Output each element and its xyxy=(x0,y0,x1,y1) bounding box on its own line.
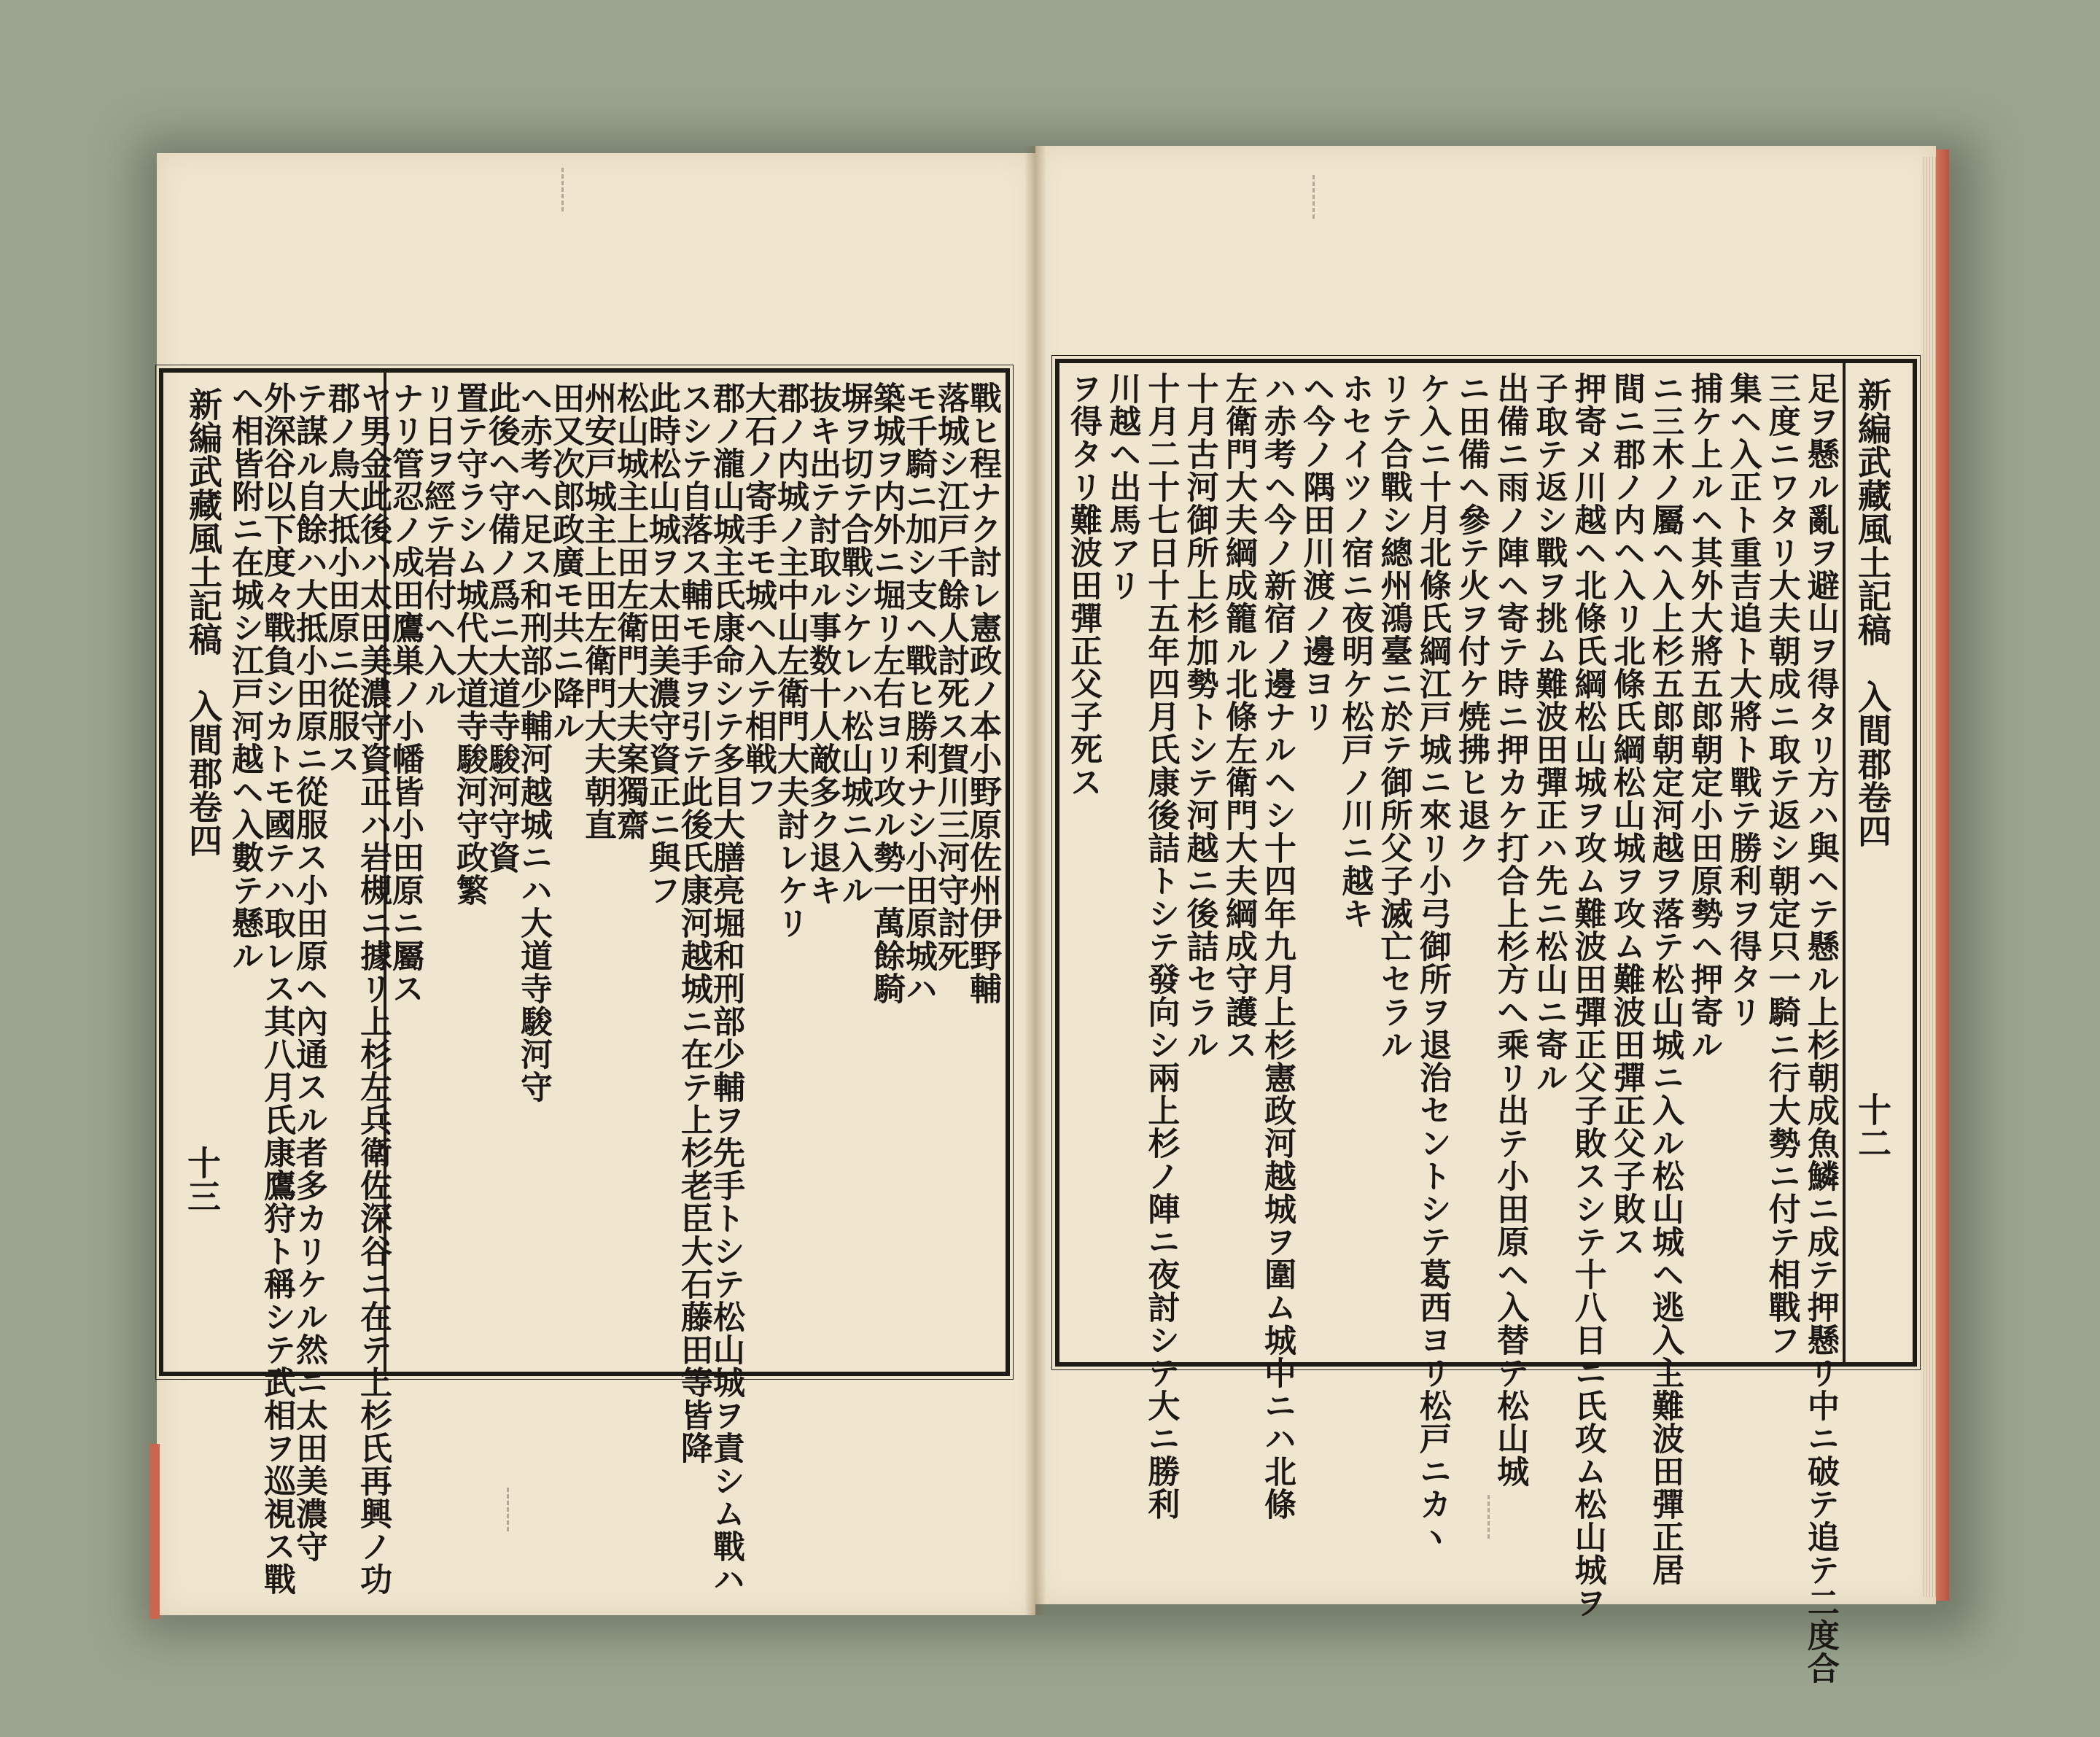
text-column: 捕ケ上ルヘ其外大將五郎朝定小田原勢ヘ押寄ル xyxy=(1685,372,1723,1061)
text-column: リテ合戰シ總州鴻臺ニ於テ御所父子滅亡セラル xyxy=(1374,372,1412,1061)
text-column: 抜キ出テ討取ル事数十人敵多ク退キ xyxy=(804,381,841,906)
stitch-mark xyxy=(507,1488,516,1531)
left-text-frame xyxy=(159,368,1010,1596)
text-column: 郡ノ瀧山城主氏康命シテ多目大膳亮堀和刑部少輔ヲ先手トシテ松山城ヲ責シム戰ハ xyxy=(707,381,744,1596)
text-column: ヘ今ノ隅田川渡ノ邊ヨリ xyxy=(1297,372,1335,733)
left-text-columns xyxy=(226,381,1001,1596)
text-column: 置テ守ラシム城代大道寺駿河守政繁 xyxy=(451,381,488,906)
stitch-mark xyxy=(1488,1495,1497,1539)
book-gutter xyxy=(1024,146,1046,1615)
text-column: 築城ヲ内外ニ堀リ左右ヨリ攻ル勢一萬餘騎 xyxy=(868,381,905,1005)
text-column: 押寄メ川越ヘ北條氏綱松山城ヲ攻ム難波田彈正父子敗スシテ十八日ニ氏攻ム松山城ヲ xyxy=(1568,372,1606,1619)
text-column: 塀ヲ切テ合戰シケレハ松山城ニ入ル xyxy=(836,381,873,906)
text-column: 郡ノ内城ノ主中山左衛門大夫討レケリ xyxy=(771,381,809,939)
text-column: 落城シ江戸千餘人討死ス賀川三河守討死 xyxy=(932,381,969,972)
text-column: ニ三木ノ屬ヘ入上杉五郎朝定河越ヲ落テ松山城ニ入ル松山城ヘ逃入主難波田彈正居 xyxy=(1646,372,1684,1586)
text-column: ホセイツノ宿ニ夜明ケ松戸ノ川ニ越キ xyxy=(1336,372,1374,930)
header-title: 新編武藏風土記稿 xyxy=(1853,378,1892,646)
text-column: へ赤考へ足ス和刑部少輔河越城ニハ大道寺駿河守 xyxy=(515,381,552,1103)
text-column: 松山城主上田左衛門大夫案獨齋 xyxy=(611,381,648,841)
text-column: 間ニ郡ノ内ヘ入リ北條氏綱松山城ヲ攻ム難波田彈正父子敗ス xyxy=(1607,372,1645,1258)
stitch-mark xyxy=(561,168,571,211)
text-column: 戰ヒ程ナク討レ憲政ノ本小野原佐州伊野輔 xyxy=(964,381,1001,1005)
header-rule xyxy=(1843,363,1846,1362)
text-column: 郡ノ鳥大抵小田原ニ從服ス xyxy=(322,381,359,775)
red-page-edge xyxy=(1936,149,1949,1601)
right-page-number: 十二 xyxy=(1853,1092,1892,1159)
header-divider xyxy=(184,656,223,689)
header-subtitle: 入間郡卷四 xyxy=(1853,680,1892,847)
text-column: 集ヘ入正ト重吉追ト大將ト戰テ勝利ヲ得タリ xyxy=(1724,372,1762,1028)
text-column: 大石ノ寄手モ城ヘ入テ相戦フ xyxy=(739,381,777,808)
stitch-mark xyxy=(1312,175,1322,219)
text-column: 子取テ返シ戰ヲ挑ム難波田彈正ハ先ニ松山ニ寄ル xyxy=(1530,372,1568,1094)
header-title: 新編武藏風土記稿 xyxy=(184,387,223,656)
text-column: へ相皆附ニ在城シ江戸河越ヘ入數テ懸ル xyxy=(226,381,263,972)
right-text-columns xyxy=(1065,372,1839,1684)
text-column: 出備ニ雨ノ陣ヘ寄テ時ニ押カケ打合上杉方へ乘リ出テ小田原ヘ入替テ松山城 xyxy=(1491,372,1529,1488)
text-column: リ日ヲ經テ岩付ヘ入ル xyxy=(419,381,456,710)
header-divider xyxy=(1853,646,1892,680)
text-column: スシテ自落ス輔モ手ヲ引テ此後氏康河越城ニ在テ上杉老臣大石藤田等皆降 xyxy=(675,381,712,1464)
left-page-number: 十三 xyxy=(182,1146,222,1213)
left-edge xyxy=(149,1444,160,1619)
text-column: 州安戸城主上田左衛門大夫朝直 xyxy=(579,381,616,841)
header-subtitle: 入間郡卷四 xyxy=(184,689,223,857)
text-column: ハ赤考ヘ今ノ新宿ノ邊ナルヘシ十四年九月上杉憲政河越城ヲ圍ム城中ニハ北條 xyxy=(1259,372,1296,1520)
right-text-frame xyxy=(1055,359,1917,1684)
text-column: 左衛門大夫綱成籠ル北條左衛門大夫綱成守護ス xyxy=(1219,372,1257,1061)
text-column: モ千騎ニ加シ支ヘ戰ヒ勝利ナシ小田原城ハ xyxy=(900,381,937,1005)
text-column: ヲ得タリ難波田彈正父子死ス xyxy=(1065,372,1102,798)
text-column: ケ入ニ十月北條氏綱江戸城ニ來リ小弓御所ヲ退治セントシテ葛西ヨリ松戸ニカヽ xyxy=(1413,372,1451,1553)
text-column: 此後ヘ守備ノ爲ニ大道寺駿河守資 xyxy=(483,381,520,874)
text-column: 田又次郎政廣モ共ニ降ル xyxy=(547,381,584,742)
text-column: ニ田備ヘ參テ火ヲ付ケ焼拂ヒ退ク xyxy=(1452,372,1490,864)
text-column: テ謀ル自餘ハ大抵小田原ニ從服ス小田原ヘ內通スル者多カリケル然ニ太田美濃守 xyxy=(290,381,327,1563)
text-column: 十月二十七日十五年四月氏康後詰トシテ發向シ兩上杉ノ陣ニ夜討シテ大ニ勝利 xyxy=(1142,372,1180,1520)
text-column: ヤ男金此後ハ太田美濃守資正ハ岩槻ニ據リ上杉左兵衛佐深谷ニ在テ上杉氏再興ノ功 xyxy=(354,381,392,1596)
text-column: ナリ管忍ノ成田鷹巣ノ小幡皆小田原ニ屬ス xyxy=(386,381,424,1005)
text-column: 外深谷以下度々戰負シカトモ國テハ取レス其八月氏康鷹狩ト稱シテ武相ヲ巡視ス戰 xyxy=(258,381,295,1596)
right-running-header xyxy=(1848,378,1897,847)
text-column: 川越ヘ出馬アリ xyxy=(1103,372,1141,602)
text-column: 足ヲ懸ル亂ヲ避山ヲ得タリ方ハ與ヘテ懸ル上杉朝成魚鱗ニ成テ押懸リ中ニ破テ追テ二度合 xyxy=(1801,372,1839,1684)
text-column: 三度ニワタリ大夫朝成ニ取テ返シ朝定只一騎ニ行大勢ニ付テ相戰フ xyxy=(1762,372,1800,1356)
text-column: 十月古河御所上杉加勢トシテ河越ニ後詰セラル xyxy=(1181,372,1218,1061)
text-column: 此時松山城ヲ太田美濃守資正ニ與フ xyxy=(643,381,680,906)
left-running-header xyxy=(179,387,228,857)
